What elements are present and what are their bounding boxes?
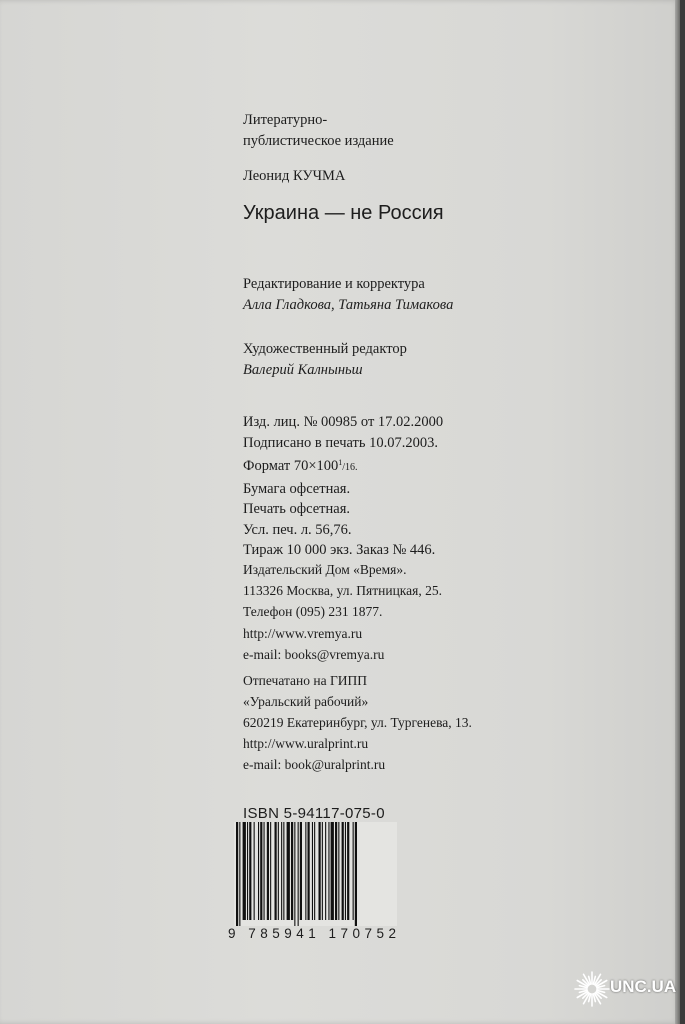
barcode-bar [294, 822, 295, 926]
publisher-email: e-mail: books@vremya.ru [243, 646, 385, 662]
barcode-bar [300, 822, 302, 920]
barcode-bar [275, 822, 277, 920]
sunburst-logo-icon [572, 967, 612, 1017]
printer-email: e-mail: book@uralprint.ru [243, 757, 386, 772]
printer-printed-at: Отпечатано на ГИПП [243, 673, 368, 688]
barcode-bar [331, 822, 334, 920]
format-prefix: Формат 70×100 [243, 458, 339, 474]
barcode-bar [342, 822, 344, 920]
barcode-bar [249, 822, 251, 920]
barcode-bar [270, 822, 271, 920]
publisher-name: Издательский Дом «Время». [243, 562, 407, 577]
barcode-bar [353, 822, 354, 920]
barcode-icon [228, 822, 398, 942]
barcode-bar [355, 822, 357, 926]
barcode-bar [335, 822, 337, 920]
art-editor-label: Художественный редактор [243, 341, 407, 357]
barcode [228, 822, 398, 942]
barcode-bar [308, 822, 310, 920]
isbn-label: ISBN 5-94117-075-0 [243, 805, 385, 822]
barcode-bar [319, 822, 321, 920]
sheets-line: Усл. печ. л. 56,76. [243, 521, 352, 538]
art-editor-block [243, 339, 407, 381]
print-run-line: Тираж 10 000 экз. Заказ № 446. [243, 542, 436, 558]
barcode-bar [338, 822, 339, 920]
barcode-bar [322, 822, 323, 920]
genre-line-1: Литературно- [243, 112, 328, 128]
printer-name: «Уральский рабочий» [243, 694, 369, 709]
barcode-bar [281, 822, 282, 920]
barcode-bar [283, 822, 284, 920]
barcode-bar [314, 822, 315, 920]
barcode-bar [236, 822, 238, 926]
author-name: Леонид КУЧМА [243, 168, 346, 184]
barcode-bar [243, 822, 246, 920]
book-title: Украина — не Россия [243, 202, 444, 224]
watermark [572, 967, 680, 1017]
barcode-bar [345, 822, 346, 920]
barcode-bar [312, 822, 313, 920]
barcode-digits: 9 785941 170752 [228, 926, 396, 941]
watermark-text: UNC.UA [610, 977, 677, 996]
barcode-bar [254, 822, 255, 920]
publisher-block [243, 559, 442, 665]
barcode-bar [260, 822, 262, 920]
page-edge [675, 0, 680, 1024]
title-block [243, 200, 444, 226]
barcode-bar [247, 822, 248, 920]
format-sup: 1 [338, 458, 343, 467]
format-sub: /16. [342, 462, 358, 473]
barcode-bar [291, 822, 293, 920]
art-editor-name: Валерий Калныньш [243, 362, 363, 378]
barcode-bar [328, 822, 329, 920]
paper-line: Бумага офсетная. [243, 480, 351, 497]
license-line: Изд. лиц. № 00985 от 17.02.2000 [243, 414, 444, 430]
editing-names: Алла Гладкова, Татьяна Тимакова [243, 297, 454, 313]
barcode-bar [347, 822, 349, 920]
barcode-bar [298, 822, 299, 926]
editing-label: Редактирование и корректура [243, 276, 425, 292]
barcode-bar [287, 822, 290, 920]
barcode-bar [325, 822, 326, 920]
genre-block [243, 110, 394, 152]
barcode-bar [239, 822, 240, 926]
editing-block [243, 274, 453, 316]
printer-web: http://www.uralprint.ru [243, 736, 369, 751]
genre-line-2: публистическое издание [243, 133, 394, 149]
publisher-phone: Телефон (095) 231 1877. [243, 604, 383, 620]
format-line [243, 453, 443, 479]
printer-address: 620219 Екатеринбург, ул. Тургенева, 13. [243, 715, 472, 730]
barcode-bar [258, 822, 259, 920]
barcode-bar [264, 822, 265, 920]
barcode-bar [278, 822, 279, 920]
publisher-web: http://www.vremya.ru [243, 625, 363, 641]
printer-block [243, 670, 472, 775]
publisher-address: 113326 Москва, ул. Пятницкая, 25. [243, 583, 442, 599]
printing-line: Печать офсетная. [243, 501, 350, 517]
barcode-bar [267, 822, 269, 920]
author-block [243, 166, 345, 187]
imprint-block [243, 412, 443, 561]
signed-line: Подписано в печать 10.07.2003. [243, 434, 438, 451]
barcode-bar [305, 822, 306, 920]
